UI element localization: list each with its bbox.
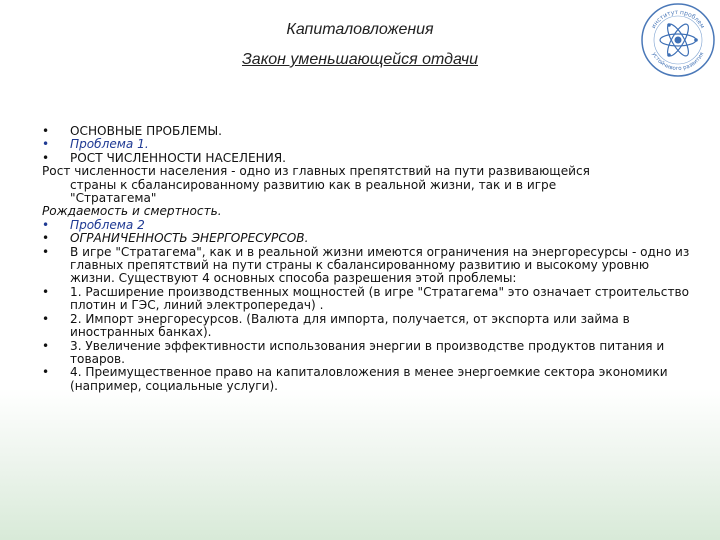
paragraph-continuation: страны к сбалансированному развитию как в реальной жизни, так и в игре xyxy=(70,177,557,192)
bullet: • xyxy=(42,217,50,232)
slide-subtitle: Закон уменьшающейся отдачи xyxy=(241,51,479,68)
bullet: • xyxy=(42,124,50,138)
list-item-text: В игре "Стратагема", как и в реальной жизни имеются ограничения на энергоресурсы - одно из главных препятствий на пути страны к сбалансированному развитию и высокому уровню жизни. Существуют 4 основных способа разрешения этой проблемы: xyxy=(70,244,690,286)
list-item xyxy=(42,219,692,232)
bullet: • xyxy=(42,150,50,165)
bullet: • xyxy=(42,338,50,353)
list-item xyxy=(42,152,692,165)
bullet: • xyxy=(42,231,50,246)
bullet: • xyxy=(42,284,50,299)
logo-arc-top: институт проблем xyxy=(650,8,706,30)
list-item xyxy=(42,246,692,286)
list-item xyxy=(42,138,692,151)
paragraph-text: Рождаемость и смертность. xyxy=(42,204,222,219)
list-item-text: 2. Импорт энергоресурсов. (Валюта для импорта, получается, от экспорта или займа в иностранных банках). xyxy=(70,311,630,340)
list-item-text: РОСТ ЧИСЛЕННОСТИ НАСЕЛЕНИЯ. xyxy=(70,150,287,165)
list-item xyxy=(42,313,692,340)
list-item xyxy=(42,286,692,313)
list-item xyxy=(42,232,692,245)
list-item xyxy=(42,125,692,138)
list-item xyxy=(42,340,692,367)
logo-arc-bottom: устойчивого развития xyxy=(650,51,706,73)
paragraph-first-line: Рост численности населения - одно из главных препятствий на пути развивающейся xyxy=(42,164,590,179)
list-item-text: Проблема 2 xyxy=(70,217,145,232)
list-item-text: Проблема 1. xyxy=(70,137,149,152)
atom-seal-icon xyxy=(640,2,716,78)
list-item-text: ОСНОВНЫЕ ПРОБЛЕМЫ. xyxy=(70,124,223,138)
bullet: • xyxy=(42,311,50,326)
list-item-text: ОГРАНИЧЕННОСТЬ ЭНЕРГОРЕСУРСОВ. xyxy=(70,231,309,246)
paragraph xyxy=(42,165,692,205)
list-item-text: 3. Увеличение эффективности использования энергии в производстве продуктов питания и товаров. xyxy=(70,338,665,366)
paragraph xyxy=(42,205,692,218)
slide-body xyxy=(42,125,692,393)
bullet: • xyxy=(42,137,50,152)
paragraph-continuation: "Стратагема" xyxy=(70,191,157,206)
list-item xyxy=(42,366,692,393)
list-item-text: 4. Преимущественное право на капиталовложения в менее энергоемкие сектора экономики (например, социальные услуги). xyxy=(70,365,668,393)
bullet: • xyxy=(42,365,50,380)
bullet: • xyxy=(42,244,50,259)
list-item-text: 1. Расширение производственных мощностей (в игре "Стратагема" это означает строительство плотин и ГЭС, линий электропередач) . xyxy=(70,284,690,313)
slide-title: Капиталовложения xyxy=(286,21,434,38)
